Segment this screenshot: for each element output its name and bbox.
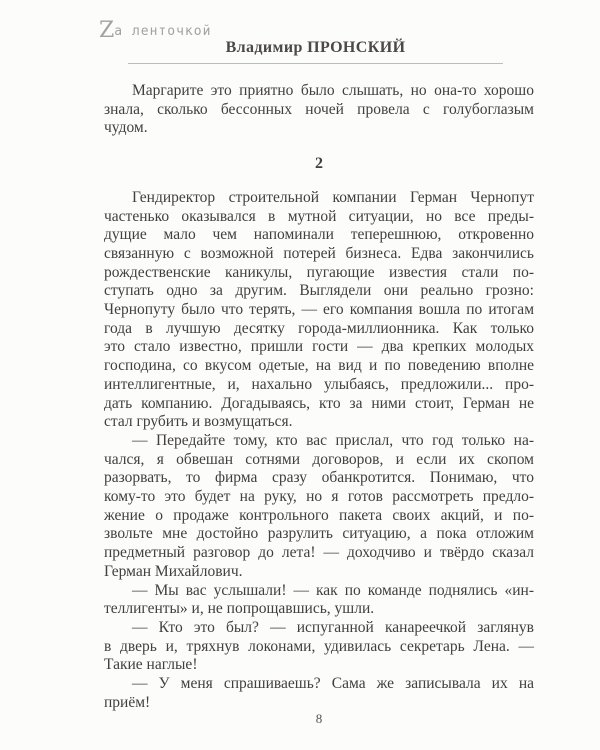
text-line: господина, со вкусом одетые, на вид и по поведению вполне bbox=[104, 357, 534, 375]
text-line: интеллигентные, и, нахально улыбаясь, предложили... про- bbox=[104, 375, 534, 393]
text-line: — Мы вас услышали! — как по команде поднялись «ин- bbox=[132, 581, 534, 599]
text-line: разорвать, то фирма сразу обанкротится. Понимаю, что bbox=[104, 469, 534, 487]
text-line: дать компанию. Догадываясь, кто за ними стоит, Герман не bbox=[104, 394, 534, 412]
text-line: дущие мало чем напоминали теперешнюю, откровенно bbox=[104, 226, 534, 244]
paragraph bbox=[104, 432, 534, 582]
paragraph bbox=[104, 675, 534, 712]
text-line: стал грубить и возмущаться. bbox=[104, 413, 293, 431]
text-line: жение о продаже контрольного пакета своих акций, и по- bbox=[104, 506, 534, 524]
paragraph bbox=[104, 582, 534, 619]
text-line: Такие наглые! bbox=[104, 656, 198, 674]
text-line: Гендиректор строительной компании Герман Чернопут bbox=[132, 188, 534, 206]
text-line: кому-то это будет на руку, но я готов рассмотреть предло- bbox=[104, 488, 534, 506]
paragraph bbox=[104, 189, 534, 432]
text-line: в дверь и, тряхнув локонами, удивилась секретарь Лена. — bbox=[104, 637, 534, 655]
text-line: Герман Михайлович. bbox=[104, 562, 243, 580]
paragraph bbox=[104, 619, 534, 675]
text-line: чудом. bbox=[104, 119, 148, 137]
chapter-number-heading: 2 bbox=[315, 155, 323, 173]
header-rule bbox=[128, 63, 503, 64]
text-line: приём! bbox=[104, 693, 151, 711]
text-line: — Кто это был? — испуганной канареечкой заглянув bbox=[132, 618, 534, 636]
text-line: рождественские каникулы, пугающие известия стали по- bbox=[104, 263, 534, 281]
text-line: ступать одно за другим. Выглядели они реально грозно: bbox=[104, 282, 534, 300]
paragraph bbox=[104, 82, 534, 138]
page-number: 8 bbox=[315, 711, 323, 726]
text-line: — Передайте тому, кто вас прислал, что год только на- bbox=[132, 431, 534, 449]
text-line: Чернопуту было что терять, — его компания вошла по итогам bbox=[104, 301, 534, 319]
watermark-title-text: а ленточкой bbox=[114, 24, 212, 39]
watermark-initial-letter: Z bbox=[99, 18, 115, 43]
text-section-after-chapter bbox=[104, 189, 534, 713]
author-running-head: Владимир ПРОНСКИЙ bbox=[225, 39, 406, 56]
text-line: связанную с возможной потерей бизнеса. Едва закончились bbox=[104, 244, 534, 262]
text-line: звольте мне достойно разрулить ситуацию, а пока отложим bbox=[104, 525, 534, 543]
text-line: чался, я обвешан сотнями договоров, и если их скопом bbox=[104, 450, 534, 468]
text-line: Маргарите это приятно было слышать, но она-то хорошо bbox=[132, 82, 534, 99]
text-line: это стало известно, пришли гости — два крепких молодых bbox=[104, 338, 534, 356]
text-line: года в лучшую десятку города-миллионника. Как только bbox=[104, 319, 534, 337]
text-section-before-chapter bbox=[104, 82, 534, 138]
text-line: знала, сколько бессонных ночей провела с голубоглазым bbox=[104, 100, 534, 118]
text-line: — У меня спрашиваешь? Сама же записывала их на bbox=[132, 675, 534, 693]
text-line: предметный разговор до лета! — доходчиво и твёрдо сказал bbox=[104, 544, 534, 562]
text-line: теллигенты» и, не попрощавшись, ушли. bbox=[104, 600, 375, 618]
page-body bbox=[104, 82, 534, 713]
text-line: частенько оказывался в мутной ситуации, но все преды- bbox=[104, 207, 534, 225]
